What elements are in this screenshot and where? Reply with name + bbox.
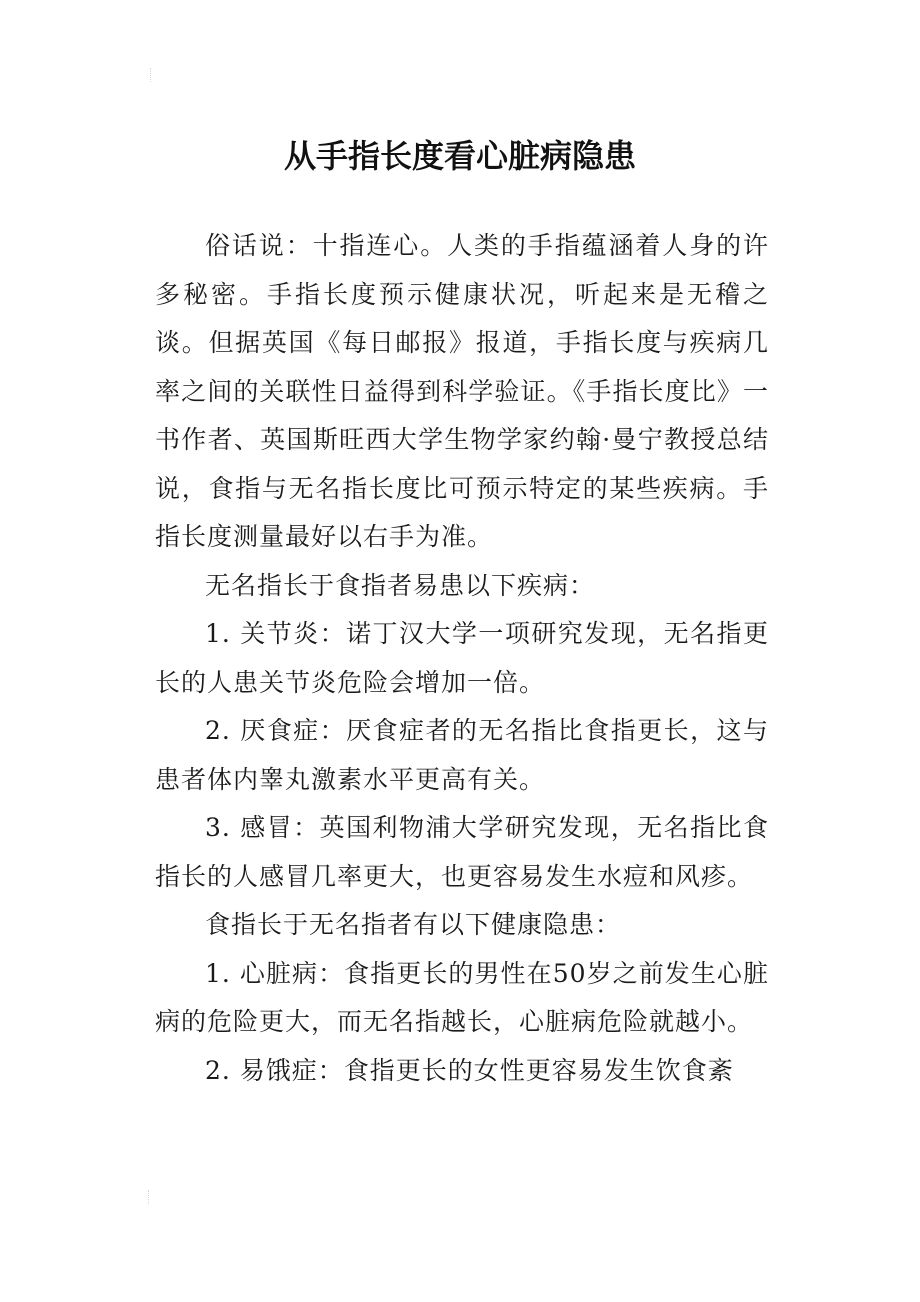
document-title: 从手指长度看心脏病隐患 <box>283 137 636 176</box>
document-body <box>155 222 769 1095</box>
body-paragraph: 2. 易饿症：食指更长的女性更容易发生饮食紊 <box>205 1055 734 1085</box>
body-paragraph: 3. 感冒：英国利物浦大学研究发现，无名指比食指长的人感冒几率更大，也更容易发生水痘和风疹。 <box>155 813 769 891</box>
body-paragraph: 无名指长于食指者易患以下疾病： <box>205 570 596 600</box>
body-paragraph: 俗话说：十指连心。人类的手指蕴涵着人身的许多秘密。手指长度预示健康状况，听起来是无稽之谈。但据英国《每日邮报》报道，手指长度与疾病几率之间的关联性日益得到科学验证。《手指长度比》一书作者、英国斯旺西大学生物学家约翰·曼宁教授总结说，食指与无名指长度比可预示特定的某些疾病。手指长度测量最好以右手为准。 <box>155 231 769 551</box>
body-paragraph: 1. 心脏病：食指更长的男性在50岁之前发生心脏病的危险更大，而无名指越长，心脏病危险就越小。 <box>155 958 769 1036</box>
body-paragraph: 1. 关节炎：诺丁汉大学一项研究发现，无名指更长的人患关节炎危险会增加一倍。 <box>155 619 769 697</box>
page-corner-mark <box>148 1190 159 1204</box>
body-paragraph: 食指长于无名指者有以下健康隐患： <box>205 910 622 939</box>
page-corner-mark <box>150 68 161 82</box>
body-paragraph: 2. 厌食症：厌食症者的无名指比食指更长，这与患者体内睾丸激素水平更高有关。 <box>155 716 769 794</box>
